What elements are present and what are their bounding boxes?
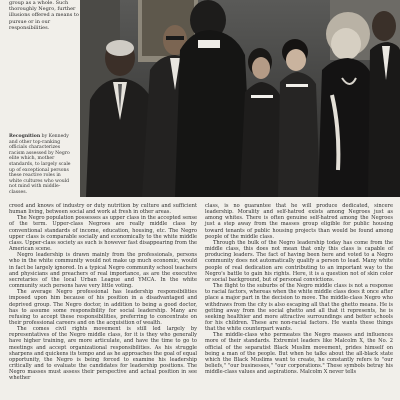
photo-caption bbox=[9, 134, 75, 196]
paragraph: Through the bulk of the Negro leadership today has come from the middle class, this does not mean that only this class is capable of producing leaders. The fact of having been here and voted to a Negro community does not automatically qualify a person to lead. Many white people of real dedication are contributing to an important way to the Negro's battle to gain his rights. Here, it is a question not of skin color or social background, but of personal convictions. bbox=[205, 239, 393, 283]
paragraph: The average Negro professional has leadership responsibilities imposed upon him because of his position in a disadvantaged and deprived group. The Negro doctor, in addition to being a good doctor, has to assume some responsibility for social leadership. Many are refusing to accept these responsibilities, preferring to concentrate on their professional careers and on the acquisition of wealth. bbox=[9, 289, 197, 326]
paragraph: The middle-class who permeates the Negro masses and influences more of their standards. Extremist leaders like Malcolm X, the No. 2 official of the separatist Black Muslim movement, prides himself on being a man of the people. But when he talks about the all-black state which the Black Muslims want to create, he constantly refers to "our beliefs," "our businesses," "our corporations." These symbols betray his middle-class values and aspirations. Malcolm X never tells bbox=[205, 332, 393, 376]
paragraph: The Negro population possesses as upper class in the accepted sense of the term. Upper-class Negroes are really middle class by conventional standards of income, education, housing, etc. The Negro upper class is comparable socially and economically to the white middle class. Upper-class society as such is however fast disappearing from the American scene. bbox=[9, 215, 197, 253]
caption-body: by Kennedy and other top-ranking officials characterizes racism assessed by Negro elite which, mother standards, to largely scale up of exceptional persons these reactive roles in white cultures who would not mind with middle-classes. bbox=[9, 134, 71, 195]
paragraph: The flight to the suburbs of the Negro middle class is not a response to racial factors, whereas when the white middle class does it once after place a major part in the decision to move. The middle-class Negro who withdraws from the city is also escaping all that the ghetto means. He is getting away from the social ghetto and all that it represents, he is seeking healthier and more attractive surroundings and better schools for his children. These are non-racial factors. He wants these things that the white counterpart wants. bbox=[205, 283, 393, 333]
caption-head: Recognition bbox=[9, 134, 41, 139]
right-column bbox=[205, 203, 393, 375]
left-column bbox=[9, 203, 197, 382]
paragraph: The comes civil rights movement is still led largely by representatives of the Negro middle class, for it is they who generally have higher training, are more articulate, and have the time to go to meetings and accept organizational responsibilities. As his struggle sharpens and quickens its tempo and as he approaches the goal of equal opportunity, the Negro is being forced to examine his leadership critically and to evaluate the candidates for leadership positions. The Negro masses must assess their perspective and actual position in see whether bbox=[9, 326, 197, 382]
reception-photo bbox=[80, 0, 400, 197]
intro-text-fragment: group as a whole. Such thoroughly Negro, further illusions offered a means to pursue or in our responsibilities. bbox=[9, 0, 79, 31]
paragraph: class, is no guarantee that he will produce dedicated, sincere leadership. Morality and self-hatred exists among Negroes just as among whites. There is often genuine self-hatred among the Negroes just a step away from the masses group eligible for public housing toward tenants of public housing projects than would be found among people of the middle class. bbox=[205, 203, 393, 240]
paragraph: creed and knows of industry or duty nutrition by culture and sufficient human living, between social and work at fresh in other areas. bbox=[9, 203, 197, 216]
paragraph: Negro leadership is drawn mainly from the professionals, persons who in the white community would not make up much economic, would in fact be largely ignored. In a typical Negro community school teachers and physicians and preachers of real importance, as are the executive secretaries of the local Urban League and YMCA. In the white community such persons have very little voting. bbox=[9, 252, 197, 290]
